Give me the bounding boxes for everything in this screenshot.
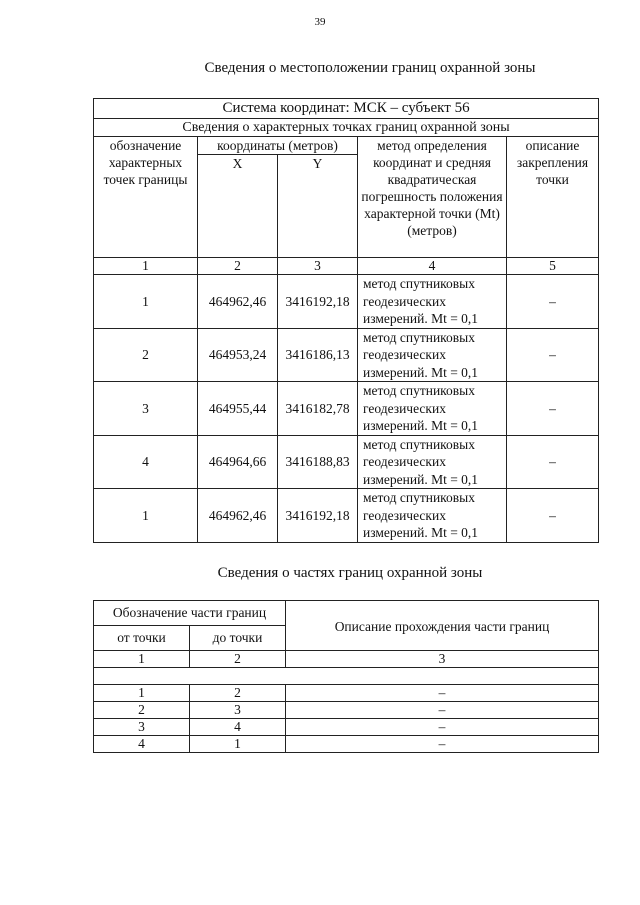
point-description: – [507, 328, 599, 382]
column-number: 3 [286, 651, 599, 668]
header-coordinates: координаты (метров) [198, 137, 358, 155]
header-from-point: от точки [94, 626, 190, 651]
coord-y: 3416182,78 [278, 382, 358, 436]
method-text: метод спутниковых геодезических измерений. Mt = 0,1 [358, 382, 507, 436]
column-number: 4 [358, 258, 507, 275]
header-part-designation: Обозначение части границ [94, 601, 286, 626]
header-y: Y [278, 155, 358, 258]
point-id: 1 [94, 275, 198, 329]
point-description: – [507, 489, 599, 543]
coordinate-system-row [94, 99, 599, 119]
header-designation: обозначение характерных точек границы [94, 137, 198, 258]
blank-row [94, 668, 599, 685]
to-point: 3 [190, 702, 286, 719]
table-row [94, 736, 599, 753]
column-number: 3 [278, 258, 358, 275]
part-description: – [286, 719, 599, 736]
column-number: 1 [94, 258, 198, 275]
coord-x: 464962,46 [198, 489, 278, 543]
to-point: 2 [190, 685, 286, 702]
header-part-description: Описание прохождения части границ [286, 601, 599, 651]
from-point: 4 [94, 736, 190, 753]
from-point: 2 [94, 702, 190, 719]
column-number: 5 [507, 258, 599, 275]
coord-x: 464955,44 [198, 382, 278, 436]
header-x: X [198, 155, 278, 258]
part-description: – [286, 685, 599, 702]
method-text: метод спутниковых геодезических измерений. Mt = 0,1 [358, 435, 507, 489]
table-subtitle: Сведения о характерных точках границ охранной зоны [94, 119, 599, 137]
column-numbers-row [94, 651, 599, 668]
to-point: 1 [190, 736, 286, 753]
table-row [94, 382, 599, 436]
section-title-boundary-parts: Сведения о частях границ охранной зоны [217, 565, 483, 581]
coordinate-system: Система координат: МСК – субъект 56 [94, 99, 599, 119]
from-point: 3 [94, 719, 190, 736]
coord-y: 3416192,18 [278, 489, 358, 543]
point-description: – [507, 382, 599, 436]
part-description: – [286, 702, 599, 719]
point-id: 4 [94, 435, 198, 489]
header-to-point: до точки [190, 626, 286, 651]
coord-x: 464964,66 [198, 435, 278, 489]
point-id: 1 [94, 489, 198, 543]
point-id: 3 [94, 382, 198, 436]
coord-x: 464953,24 [198, 328, 278, 382]
method-text: метод спутниковых геодезических измерений. Mt = 0,1 [358, 328, 507, 382]
to-point: 4 [190, 719, 286, 736]
column-number: 2 [190, 651, 286, 668]
column-numbers-row [94, 258, 599, 275]
point-description: – [507, 275, 599, 329]
table-row [94, 719, 599, 736]
part-description: – [286, 736, 599, 753]
method-text: метод спутниковых геодезических измерений. Mt = 0,1 [358, 489, 507, 543]
table-row [94, 489, 599, 543]
boundary-parts-table [93, 600, 599, 753]
column-number: 1 [94, 651, 190, 668]
characteristic-points-table [93, 98, 599, 543]
blank-cell [94, 668, 599, 685]
table-row [94, 702, 599, 719]
header-row [94, 137, 599, 155]
table-row [94, 275, 599, 329]
point-id: 2 [94, 328, 198, 382]
table-row [94, 328, 599, 382]
coord-x: 464962,46 [198, 275, 278, 329]
header-method: метод определения координат и средняя квадратическая погрешность положения характерной точки (Mt) (метров) [358, 137, 507, 258]
point-description: – [507, 435, 599, 489]
table-subtitle-row [94, 119, 599, 137]
table-row [94, 685, 599, 702]
section-title-boundaries: Сведения о местоположении границ охранной зоны [204, 60, 536, 76]
column-number: 2 [198, 258, 278, 275]
coord-y: 3416192,18 [278, 275, 358, 329]
page-number: 39 [314, 16, 326, 28]
header-row [94, 601, 599, 626]
coord-y: 3416186,13 [278, 328, 358, 382]
table-row [94, 435, 599, 489]
from-point: 1 [94, 685, 190, 702]
method-text: метод спутниковых геодезических измерений. Mt = 0,1 [358, 275, 507, 329]
coord-y: 3416188,83 [278, 435, 358, 489]
header-description: описание закрепления точки [507, 137, 599, 258]
